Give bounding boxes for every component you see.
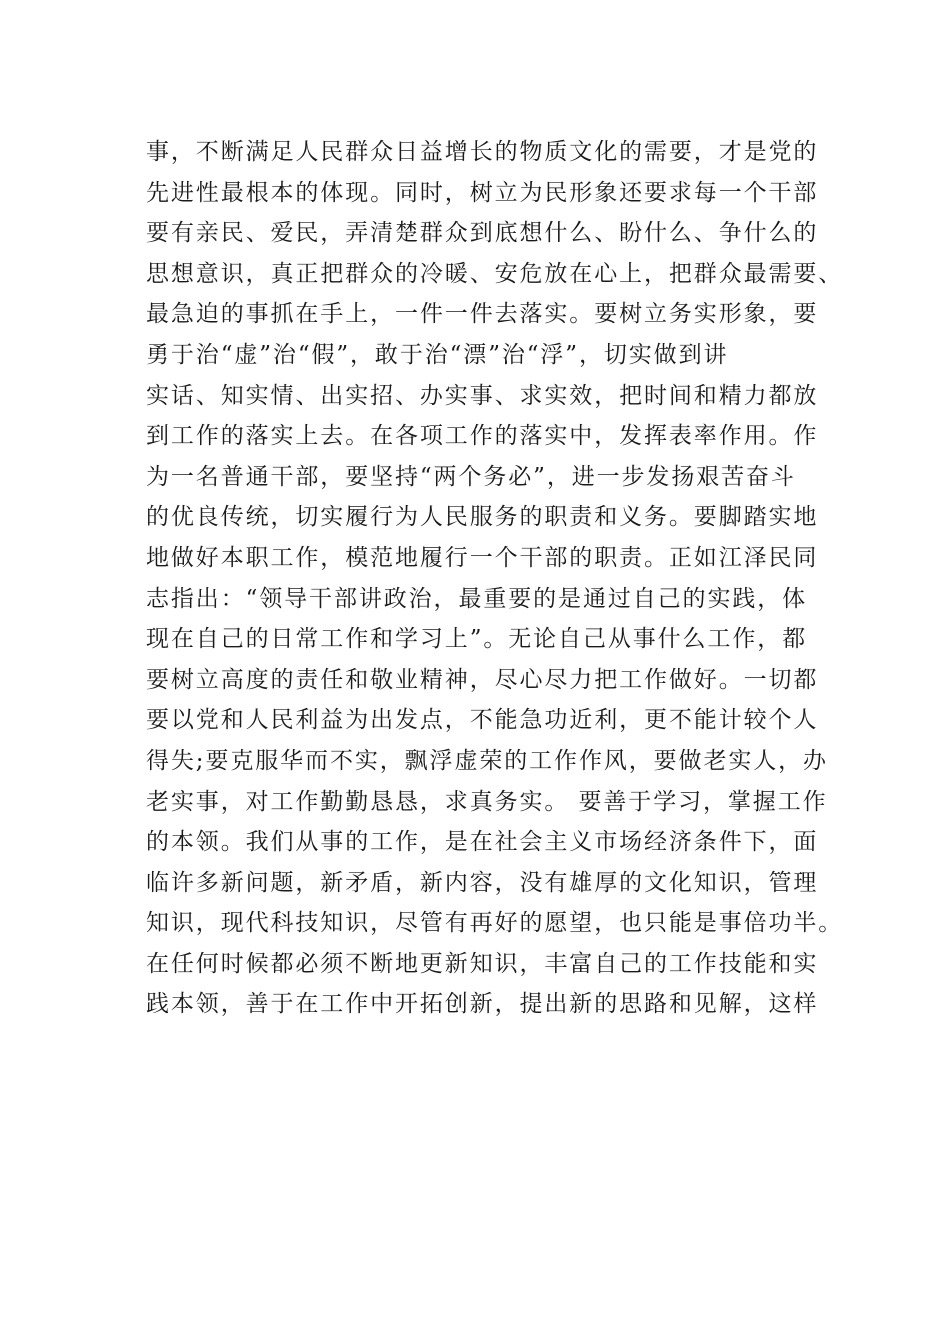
text-line: 现在自己的日常工作和学习上”。无论自己从事什么工作，都 [146,626,808,653]
text-line: 思想意识，真正把群众的冷暖、安危放在心上，把群众最需要、 [146,260,844,287]
text-line: 知识，现代科技知识，尽管有再好的愿望，也只能是事倍功半。 [146,910,844,937]
text-line: 老实事，对工作勤勤恳恳，求真务实。 要善于学习，掌握工作 [146,788,828,815]
text-line: 到工作的落实上去。在各项工作的落实中，发挥表率作用。作 [146,423,819,450]
text-line: 实话、知实情、出实招、办实事、求实效，把时间和精力都放 [146,382,819,409]
text-line: 的本领。我们从事的工作，是在社会主义市场经济条件下，面 [146,829,819,856]
body-text [146,132,844,1025]
text-line: 要以党和人民利益为出发点，不能急功近利，更不能计较个人 [146,707,819,734]
text-line: 最急迫的事抓在手上，一件一件去落实。要树立务实形象，要 [146,301,819,328]
text-line: 勇于治“虚”治“假”，敢于治“漂”治“浮”，切实做到讲 [146,341,729,368]
text-line: 先进性最根本的体现。同时，树立为民形象还要求每一个干部 [146,179,819,206]
text-line: 要树立高度的责任和敬业精神，尽心尽力把工作做好。一切都 [146,666,819,693]
text-line: 志指出：“领导干部讲政治，最重要的是通过自己的实践，体 [146,585,808,612]
text-line: 践本领，善于在工作中开拓创新，提出新的思路和见解，这样 [146,991,819,1018]
text-line: 得失;要克服华而不实，飘浮虚荣的工作作风，要做老实人，办 [146,747,828,774]
text-line: 的优良传统，切实履行为人民服务的职责和义务。要脚踏实地 [146,504,819,531]
text-line: 要有亲民、爱民，弄清楚群众到底想什么、盼什么、争什么的 [146,220,819,247]
text-line: 地做好本职工作，模范地履行一个干部的职责。正如江泽民同 [146,544,819,571]
text-line: 为一名普通干部，要坚持“两个务必”，进一步发扬艰苦奋斗 [146,463,796,490]
text-line: 在任何时候都必须不断地更新知识，丰富自己的工作技能和实 [146,950,819,977]
text-line: 事，不断满足人民群众日益增长的物质文化的需要，才是党的 [146,139,819,165]
text-line: 临许多新问题，新矛盾，新内容，没有雄厚的文化知识，管理 [146,869,819,896]
